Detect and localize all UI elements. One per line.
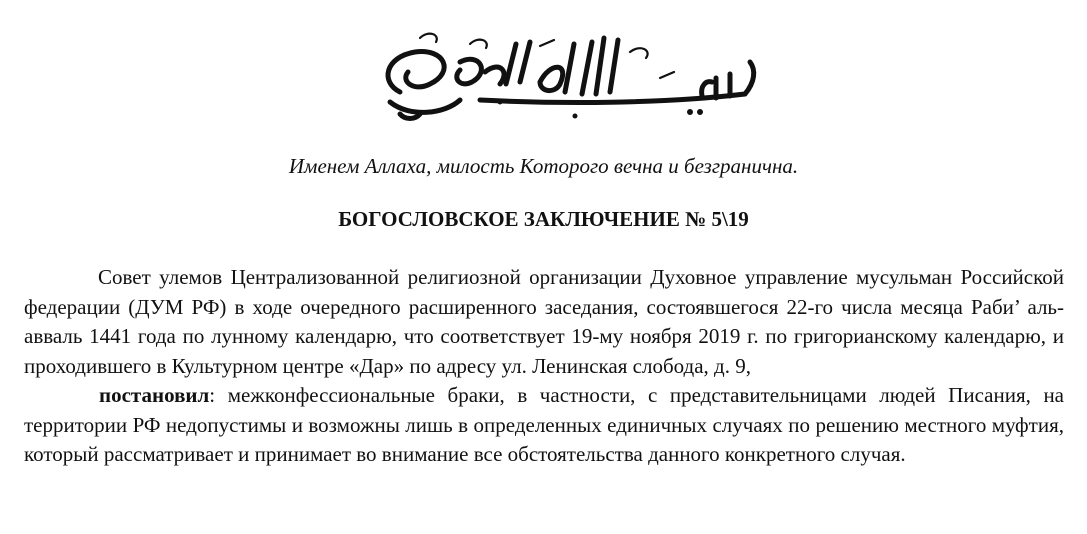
subtitle: Именем Аллаха, милость Которого вечна и безгранична. (288, 154, 799, 178)
paragraph-resolution (24, 381, 1064, 470)
document-body (24, 263, 1064, 470)
resolution-text: : межконфессиональные браки, в частности, с представительницами людей Писания, на территории РФ недопустимы и возможны лишь в определенных единичных случаях по решению местного муфтия, который рассматривает и принимает во внимание все обстоятельства данного конкретного случая. (24, 383, 1064, 466)
resolution-keyword: постановил (99, 383, 210, 407)
document-title: БОГОСЛОВСКОЕ ЗАКЛЮЧЕНИЕ № 5\19 (338, 207, 749, 231)
basmala-calligraphy (360, 22, 775, 122)
paragraph-council-meeting: Совет улемов Централизованной религиозной организации Духовное управление мусульман Российской федерации (ДУМ РФ) в ходе очередного расширенного заседания, состоявшегося 22-го числа месяца Раби’ аль-авваль 1441 года по лунному календарю, что соответствует 19-му ноября 2019 г. по григорианскому календарю, и проходившего в Культурном центре «Дар» по адресу ул. Ленинская слобода, д. 9, (24, 265, 1064, 378)
